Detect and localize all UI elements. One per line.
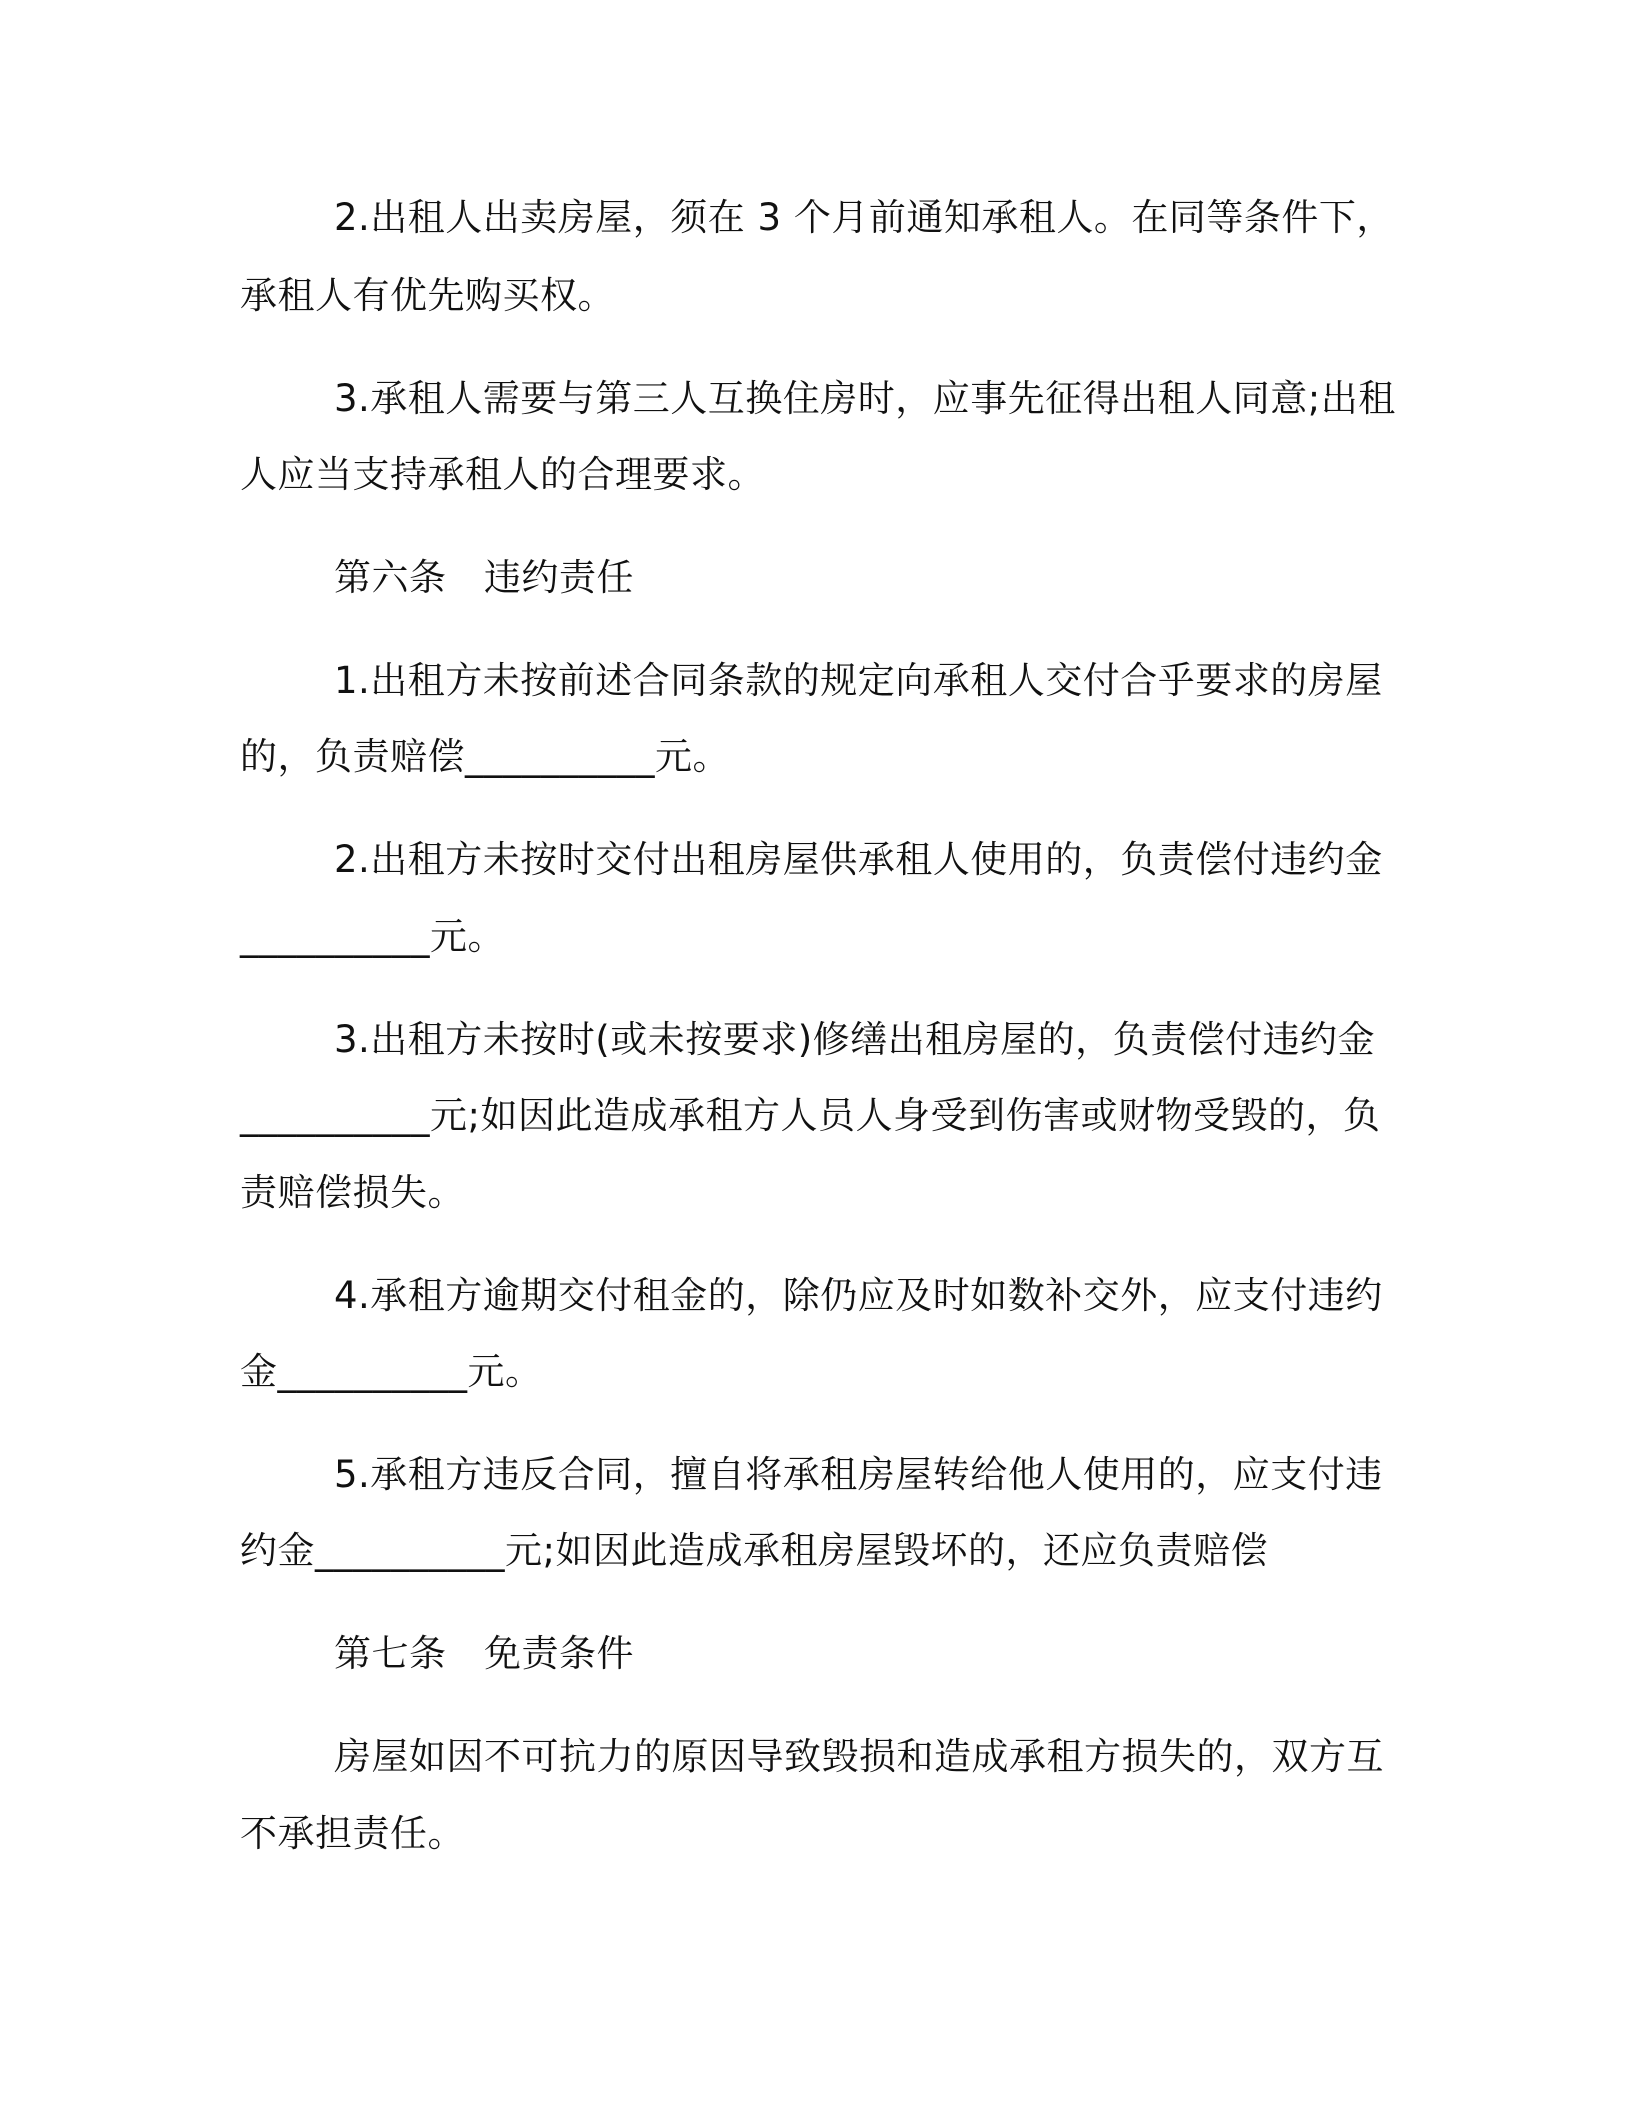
clause6-item5-line2: 约金__________元;如因此造成承租房屋毁坏的，还应负责赔偿	[240, 1529, 1268, 1572]
clause6-heading: 第六条 违约责任	[334, 556, 634, 599]
clause6-item1-line1: 1.出租方未按前述合同条款的规定向承租人交付合乎要求的房屋	[334, 659, 1383, 702]
clause6-item2-line2: __________元。	[240, 915, 505, 958]
clause6-item4-line2: 金__________元。	[240, 1350, 543, 1393]
clause6-item3-line2: __________元;如因此造成承租方人员人身受到伤害或财物受毁的，负	[240, 1094, 1381, 1137]
clause6-item2-line1: 2.出租方未按时交付出租房屋供承租人使用的，负责偿付违约金	[334, 838, 1383, 881]
clause7-body-line1: 房屋如因不可抗力的原因导致毁损和造成承租方损失的，双方互	[334, 1735, 1384, 1778]
clause7-heading: 第七条 免责条件	[334, 1632, 634, 1675]
clause6-item5-line1: 5.承租方违反合同，擅自将承租房屋转给他人使用的，应支付违	[334, 1453, 1383, 1496]
clause6-item3-line1: 3.出租方未按时(或未按要求)修缮出租房屋的，负责偿付违约金	[334, 1018, 1376, 1061]
clause5-item3-line2: 人应当支持承租人的合理要求。	[240, 453, 765, 496]
clause5-item3-line1: 3.承租人需要与第三人互换住房时，应事先征得出租人同意;出租	[334, 377, 1396, 420]
clause6-item1-line2: 的，负责赔偿__________元。	[240, 735, 730, 778]
clause6-item3-line3: 责赔偿损失。	[240, 1171, 465, 1214]
clause6-item4-line1: 4.承租方逾期交付租金的，除仍应及时如数补交外，应支付违约	[334, 1274, 1383, 1317]
clause7-body-line2: 不承担责任。	[240, 1812, 465, 1855]
clause5-item2-line2: 承租人有优先购买权。	[240, 274, 615, 317]
clause5-item2-line1: 2.出租人出卖房屋，须在 3 个月前通知承租人。在同等条件下，	[334, 196, 1394, 239]
